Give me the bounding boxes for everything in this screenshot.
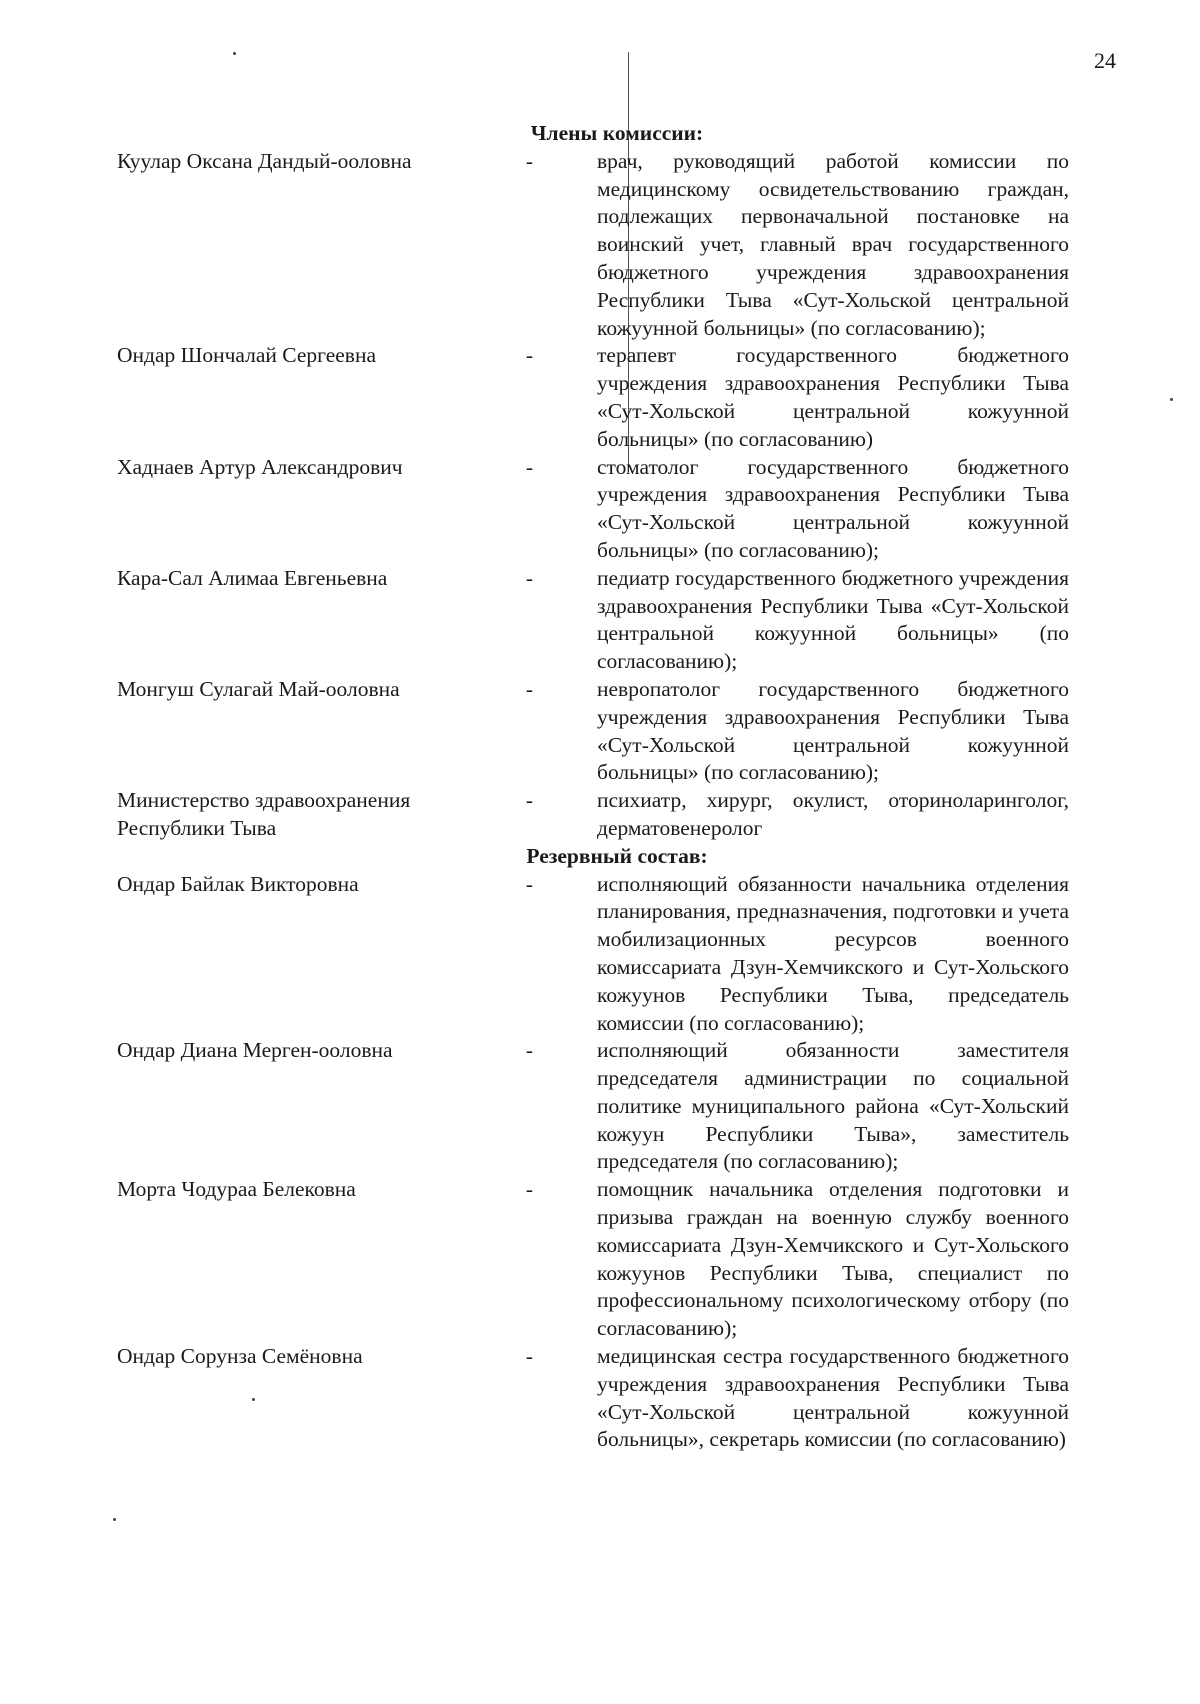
member-name: Ондар Байлак Викторовна	[117, 871, 359, 896]
member-row	[117, 565, 1117, 676]
dash-separator: -	[525, 565, 534, 590]
dash-separator: -	[525, 871, 534, 896]
dash-separator: -	[525, 1344, 534, 1369]
member-row	[117, 148, 1117, 343]
member-name: Куулар Оксана Дандый-ооловна	[117, 148, 412, 173]
section-title-members: Члены комиссии:	[530, 121, 704, 145]
member-row	[117, 454, 1117, 565]
member-row	[117, 787, 1117, 843]
dash-separator: -	[525, 148, 534, 173]
member-name: Хаднаев Артур Александрович	[117, 454, 403, 479]
member-role: невропатолог государственного бюджетного учреждения здравоохранения Республики Тыва «Сут-Хольской центральной кожуунной больницы» (по согласованию);	[597, 676, 1069, 785]
section-title-reserve: Резервный состав:	[526, 843, 708, 868]
member-row	[117, 871, 1117, 1038]
member-row	[117, 676, 1117, 787]
member-name: Ондар Сорунза Семёновна	[117, 1344, 363, 1369]
scan-speck	[113, 1518, 116, 1521]
member-role: психиатр, хирург, окулист, оториноларинголог, дерматовенеролог	[597, 788, 1069, 840]
dash-separator: -	[525, 454, 534, 479]
member-role: исполняющий обязанности начальника отделения планирования, предназначения, подготовки и учета мобилизационных ресурсов военного комиссариата Дзун-Хемчикского и Сут-Хольского кожуунов Республики Тыва, председатель комиссии (по согласованию);	[597, 871, 1069, 1035]
member-name: Морта Чодураа Белековна	[117, 1177, 356, 1202]
scan-speck	[233, 52, 236, 55]
member-role: врач, руководящий работой комиссии по медицинскому освидетельствованию граждан, подлежащих первоначальной постановке на воинский учет, главный врач государственного бюджетного учреждения здравоохранения Республики Тыва «Сут-Хольской центральной кожуунной больницы» (по согласованию);	[597, 148, 1069, 340]
dash-separator: -	[525, 788, 534, 813]
dash-separator: -	[525, 1038, 534, 1063]
member-role: исполняющий обязанности заместителя председателя администрации по социальной политике муниципального района «Сут-Хольский кожуун Республики Тыва», заместитель председателя (по согласованию);	[597, 1038, 1069, 1174]
member-name: Министерство здравоохранения Республики Тыва	[117, 788, 411, 840]
dash-separator: -	[525, 343, 534, 368]
member-row	[117, 1343, 1117, 1454]
member-row	[117, 1176, 1117, 1343]
scan-speck	[1170, 398, 1173, 401]
member-role: помощник начальника отделения подготовки и призыва граждан на военную службу военного комиссариата Дзун-Хемчикского и Сут-Хольского кожуунов Республики Тыва, специалист по профессиональному психологическому отбору (по согласованию);	[597, 1177, 1069, 1341]
dash-separator: -	[525, 676, 534, 701]
member-name: Ондар Шончалай Сергеевна	[117, 343, 376, 368]
member-role: терапевт государственного бюджетного учреждения здравоохранения Республики Тыва «Сут-Хольской центральной кожуунной больницы» (по согласованию)	[597, 343, 1069, 451]
member-name: Ондар Диана Мерген-ооловна	[117, 1038, 393, 1063]
page-number: 24	[1094, 48, 1116, 73]
member-role: медицинская сестра государственного бюджетного учреждения здравоохранения Республики Тыва «Сут-Хольской центральной кожуунной больницы», секретарь комиссии (по согласованию)	[597, 1344, 1069, 1452]
member-row	[117, 1037, 1117, 1176]
member-row	[117, 342, 1117, 453]
dash-separator: -	[525, 1177, 534, 1202]
member-role: стоматолог государственного бюджетного учреждения здравоохранения Республики Тыва «Сут-Хольской центральной кожуунной больницы» (по согласованию);	[597, 454, 1069, 562]
member-role: педиатр государственного бюджетного учреждения здравоохранения Республики Тыва «Сут-Хольской центральной кожуунной больницы» (по согласованию);	[597, 565, 1069, 674]
commission-list	[117, 120, 1117, 1454]
member-name: Монгуш Сулагай Май-ооловна	[117, 676, 400, 701]
member-name: Кара-Сал Алимаа Евгеньевна	[117, 565, 388, 590]
